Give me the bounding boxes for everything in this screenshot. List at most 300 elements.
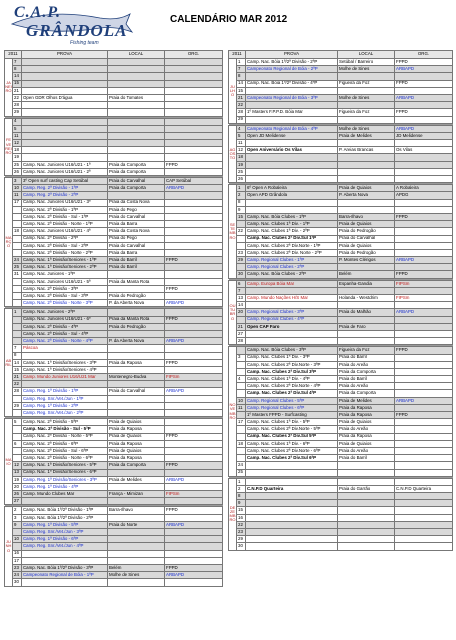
org-cell [395,543,453,550]
local-cell [108,483,165,490]
day-cell [13,242,22,249]
org-cell [165,199,223,206]
local-cell: Praia de Quiaios [338,242,395,249]
org-cell [165,366,223,373]
day-cell: 17 [13,199,22,206]
local-cell: Praia do Barril [338,455,395,462]
org-cell [165,147,223,154]
org-cell: ARBAPD [165,521,223,528]
local-cell [108,132,165,139]
table-row [5,168,223,175]
org-cell [395,419,453,426]
local-cell: Praia do Malhão [338,309,395,316]
day-cell [237,426,246,433]
month-label: MAIO [5,419,13,505]
local-cell: Praia da Raposa [108,455,165,462]
org-cell [165,455,223,462]
day-cell [237,455,246,462]
day-cell [13,338,22,345]
event-cell: Camp. Nac. Clubes 1ª Div. - 6ªP [246,440,338,447]
day-cell: 14 [13,73,22,80]
local-cell [338,536,395,543]
local-header: LOCAL [338,51,395,59]
local-cell [108,395,165,402]
org-cell: ARBAPD [165,185,223,192]
org-cell: A Robaleira [395,185,453,192]
club-logo [8,4,138,48]
org-cell: Os Vilas [395,147,453,154]
table-row [229,426,453,433]
org-cell [165,381,223,388]
org-cell [395,361,453,368]
local-cell [338,161,395,168]
table-row [229,102,453,109]
org-cell: FPPD [165,564,223,571]
local-cell [338,514,395,521]
event-cell [246,529,338,536]
org-cell: ARBAPD [165,338,223,345]
org-cell [165,309,223,316]
org-cell [165,132,223,139]
local-cell [338,521,395,528]
event-cell: Camp. Nac. 2ª Divisão - Norte - 1ªP [22,221,108,228]
month-label: OUTUBRO [229,280,237,345]
org-cell [165,352,223,359]
event-cell: Camp. Nac. 1ª Divisão/Seniores - 5ªP [22,462,108,469]
table-row [5,338,223,345]
table-row [5,426,223,433]
org-cell [395,249,453,256]
org-cell [165,543,223,550]
local-cell: Praia do Tomates [108,94,165,101]
local-cell: Praia de Melides [338,132,395,139]
event-cell: Camp. Nac. Clubes 1ª Div. - 2ªP [246,228,338,235]
day-cell: 11 [13,132,22,139]
event-cell: Open GDR Olhos D'água [22,94,108,101]
table-row [5,94,223,101]
event-cell [22,73,108,80]
event-cell: Camp. Nac. 2ª Divisão - Sul - 6ªP [22,447,108,454]
day-cell: 7 [13,345,22,352]
table-row [5,529,223,536]
local-cell [108,352,165,359]
local-cell: Praia do Pedrogão [338,228,395,235]
table-row [5,235,223,242]
logo-line2: GRÂNDOLA [26,21,128,40]
event-cell: Camp. Nac. Bóia 1ª/2ª Divisão - 3ªP [22,564,108,571]
org-cell: FPPD [395,271,453,278]
day-cell: 21 [237,94,246,101]
day-cell: 11 [13,192,22,199]
day-cell: 22 [237,102,246,109]
event-cell: Campeonato Regional de Bóia - 2ªP [246,66,338,73]
day-cell [13,426,22,433]
local-cell: Praia da Comporta [108,168,165,175]
org-cell [395,140,453,147]
event-cell: Camp. Reg. 1ª Divisão - 2ªP [22,402,108,409]
event-cell [246,302,338,309]
event-cell: Campeonato Regional de Bóia - 3ªP [246,94,338,101]
table-row [229,94,453,101]
table-row [5,550,223,557]
day-cell [13,455,22,462]
event-cell [22,140,108,147]
day-cell: 25 [13,161,22,168]
table-row [229,383,453,390]
event-cell: Camp. Nac. Clubes 1ª Div. - 1ªP [246,221,338,228]
day-cell [13,293,22,300]
event-cell [246,73,338,80]
org-header: ORG. [165,51,223,59]
local-cell: Figueira da Foz [338,80,395,87]
local-cell [338,176,395,183]
table-row [5,59,223,66]
org-cell: FPPD [395,412,453,419]
table-row [5,125,223,132]
event-cell: Camp. Nac. Clubes 2ª Div.Sul 6ªP [246,455,338,462]
table-row [229,330,453,337]
day-cell: 14 [237,80,246,87]
day-cell: 2 [13,507,22,514]
day-cell [237,433,246,440]
local-cell [108,66,165,73]
org-cell [395,433,453,440]
day-cell: 22 [13,381,22,388]
local-cell [338,500,395,507]
org-cell [395,330,453,337]
local-cell [108,498,165,505]
local-cell: Praia de Quiaios [338,221,395,228]
event-cell: Páscoa [22,345,108,352]
event-cell: Camp. Nac. 2ª Divisão - Norte - 2ªP [22,249,108,256]
table-row [229,147,453,154]
org-cell [165,271,223,278]
table-row [229,295,453,302]
event-cell: Camp. Nac. Clubes 2ª Div.Norte - 3ªP [246,361,338,368]
event-cell: Camp. Reg. 1ª Divisão/Seniores - 3ªP [22,476,108,483]
org-cell [395,116,453,123]
event-cell: Camp. Nac. Bóia 1ª/2ª Divisão - 2ªP [22,514,108,521]
table-header-left [5,51,223,59]
table-row [5,264,223,271]
org-cell [395,478,453,485]
day-cell: 25 [13,264,22,271]
local-cell: Molhe de Sines [108,572,165,579]
month-label: AGOSTO [229,125,237,183]
event-cell: Camp. Nac. Clubes 1ª Div. - 3ªP [246,354,338,361]
table-row [229,354,453,361]
event-cell [22,118,108,125]
event-cell [246,154,338,161]
org-cell [165,87,223,94]
local-cell: Praia da Barra [108,249,165,256]
event-cell: Camp. Nac. 2ª Divisão - Sul - 4ªP [22,330,108,337]
local-cell [108,469,165,476]
day-cell: 19 [13,476,22,483]
event-cell: Camp. Regional Clubes - 6ªP [246,404,338,411]
table-row [229,264,453,271]
event-cell [22,352,108,359]
day-cell: 4 [13,118,22,125]
day-cell: 5 [13,125,22,132]
org-cell: FPPD [395,347,453,354]
day-cell: 11 [237,140,246,147]
month-label: JANEIRO [5,59,13,117]
table-row [229,221,453,228]
day-cell [13,235,22,242]
day-cell: 25 [237,469,246,476]
local-cell: Figueira da Foz [338,109,395,116]
day-cell: 3 [13,514,22,521]
org-cell [165,125,223,132]
org-cell [165,330,223,337]
org-cell [395,287,453,294]
day-cell [237,390,246,397]
org-cell [165,168,223,175]
event-cell: Camp. Nac. Clubes 2ª Div.Sul 4ªP [246,390,338,397]
event-cell: Camp. Nac. Clubes 2ª Div.Norte - 1ªP [246,242,338,249]
local-cell: Espanha-Gandia [338,280,395,287]
table-row [5,316,223,323]
table-row [229,412,453,419]
event-cell [246,87,338,94]
local-cell: Praia de Melides [338,397,395,404]
day-cell: 5 [13,419,22,426]
table-row [5,507,223,514]
day-cell: 19 [237,161,246,168]
local-cell [108,154,165,161]
event-cell [22,579,108,586]
org-cell: FPPD [165,257,223,264]
day-cell: 28 [13,388,22,395]
table-row [229,302,453,309]
day-cell: 13 [13,469,22,476]
org-cell [165,94,223,101]
day-cell: 26 [13,491,22,498]
org-cell [395,404,453,411]
local-cell: P. Montes Clérigos [338,257,395,264]
table-row [229,507,453,514]
day-cell [13,213,22,220]
local-cell: Praia do Carvalhal [108,242,165,249]
page-title: CALENDÁRIO MAR 2012 [170,14,288,25]
day-cell [237,368,246,375]
event-cell: Camp. Nac. 2ª Divisão - 6ªP [22,440,108,447]
event-cell: Camp. Nac. 2ª Divisão - Sul - 1ªP [22,213,108,220]
table-row [229,485,453,492]
event-cell [22,154,108,161]
event-cell: Camp. Nac. Juniores U16/U21 - 6ª [22,316,108,323]
event-cell [246,330,338,337]
day-cell: 3 [237,354,246,361]
local-cell: Praia da Raposa [338,404,395,411]
day-cell: 2 [237,485,246,492]
table-row [5,395,223,402]
table-row [5,73,223,80]
day-cell: 31 [13,271,22,278]
day-cell: 28 [237,338,246,345]
table-row [229,433,453,440]
org-cell: FPPD [165,433,223,440]
org-cell: FPPD [165,316,223,323]
local-cell [338,199,395,206]
local-cell: Praia do Pego [108,206,165,213]
table-row [229,514,453,521]
day-cell: 30 [237,271,246,278]
table-row [229,397,453,404]
table-row [229,338,453,345]
org-cell [395,447,453,454]
event-cell: Camp. Nac. 2ª Divisão - Norte - 6ªP [22,455,108,462]
day-cell: 9 [237,500,246,507]
event-cell [246,462,338,469]
local-cell [108,271,165,278]
day-cell [13,433,22,440]
day-cell: 19 [13,154,22,161]
local-cell: Praia da Comporta [108,462,165,469]
org-cell [165,529,223,536]
day-cell: 16 [13,550,22,557]
event-cell: Open CAP Faro [246,323,338,330]
event-cell: Open Aniversário Os Vilas [246,147,338,154]
table-row [5,118,223,125]
org-cell: FPPD [395,109,453,116]
table-row [229,168,453,175]
event-cell [246,116,338,123]
month-label: JULHO [229,59,237,124]
day-cell: 11 [237,404,246,411]
day-cell: 21 [13,374,22,381]
table-row [229,493,453,500]
table-row [229,368,453,375]
table-row [229,206,453,213]
day-cell: 9 [13,521,22,528]
org-cell [395,469,453,476]
local-cell [108,140,165,147]
table-row [229,249,453,256]
table-row [229,199,453,206]
event-cell: Camp. Nac. Bóia 1ª/2ª Divisão - 2ªP [246,59,338,66]
org-cell: FPPD [165,507,223,514]
table-row [229,521,453,528]
org-cell [165,483,223,490]
local-cell: Belém [108,564,165,571]
table-row [229,242,453,249]
day-cell [13,543,22,550]
event-cell [246,469,338,476]
day-cell: 24 [13,572,22,579]
table-row [5,536,223,543]
org-cell [165,213,223,220]
org-cell [165,80,223,87]
event-cell [246,168,338,175]
org-cell [395,206,453,213]
table-row [5,242,223,249]
table-row [5,199,223,206]
table-row [229,462,453,469]
local-cell [108,550,165,557]
table-row [229,500,453,507]
local-cell: Praia do Carvalhal [108,388,165,395]
org-cell [395,242,453,249]
day-cell: 22 [237,228,246,235]
org-cell [395,383,453,390]
day-cell [237,235,246,242]
table-row [229,316,453,323]
table-row [5,557,223,564]
day-cell: 29 [237,257,246,264]
local-cell: Praia do Areão [338,361,395,368]
org-cell [165,59,223,66]
org-cell [165,550,223,557]
event-cell: Camp. Reg. 2ª Divisão - 1ªP [22,185,108,192]
logo-line1: C.A.P. [14,4,62,21]
table-row [5,178,223,185]
day-cell: 28 [13,102,22,109]
day-cell: 15 [13,80,22,87]
day-cell: 29 [13,109,22,116]
day-cell: 27 [13,498,22,505]
event-cell [246,493,338,500]
event-cell: C.N.P.D Quarteira [246,485,338,492]
table-row [5,309,223,316]
org-cell [165,140,223,147]
event-cell [22,109,108,116]
local-cell: Praia do Areão [338,426,395,433]
table-row [5,192,223,199]
local-cell [338,302,395,309]
org-cell [395,168,453,175]
event-cell [246,140,338,147]
event-cell: Camp. Regional Clubes - 5ªP [246,397,338,404]
table-row [5,433,223,440]
day-cell: 1 [13,309,22,316]
local-cell [338,87,395,94]
event-cell: Camp. Nac. Juniores U16/U21 - 5ª [22,278,108,285]
local-cell: Praia da Raposa [338,412,395,419]
org-cell [395,264,453,271]
local-cell: Barra-Ilhavo [338,213,395,220]
local-cell [108,125,165,132]
table-row [229,87,453,94]
local-cell [338,462,395,469]
day-cell: 29 [13,402,22,409]
local-cell [108,109,165,116]
org-cell [165,514,223,521]
org-cell [395,462,453,469]
event-cell: 3º Open surf casting Cap Setúbal [22,178,108,185]
local-cell: Praia da Comporta [338,368,395,375]
event-cell [22,59,108,66]
event-cell: Camp. Nac. 1ª Divisão/Seniores - 6ªP [22,469,108,476]
event-cell: Camp. Nac. Bóia Clubes - 3ªP [246,347,338,354]
table-row [5,140,223,147]
event-cell: Camp. Nac. 2ª Divisão - Sul - 5ªP [22,426,108,433]
table-row [229,80,453,87]
day-cell: 8 [237,493,246,500]
day-cell: 4 [237,376,246,383]
day-cell: 18 [13,147,22,154]
day-cell: 18 [13,228,22,235]
day-cell [13,410,22,417]
local-cell [338,287,395,294]
table-row [5,147,223,154]
local-cell: Praia da Raposa [338,433,395,440]
event-cell [22,125,108,132]
event-cell: Camp. Nac. Bóia Clubes - 2ªP [246,271,338,278]
local-cell [108,80,165,87]
local-cell: Praia do Carvalhal [338,235,395,242]
